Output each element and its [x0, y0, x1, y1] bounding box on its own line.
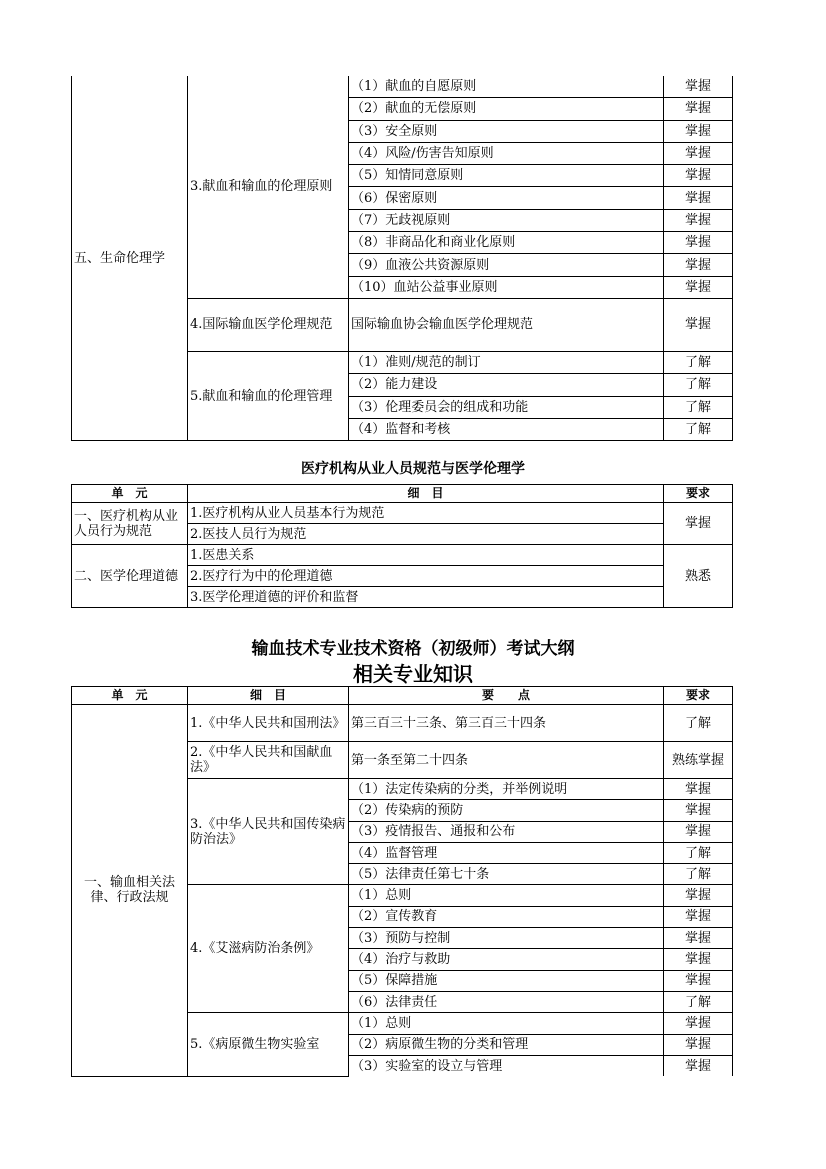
sub-cell: 5.《病原微生物实验室	[188, 1013, 349, 1076]
req-cell: 掌握	[664, 76, 733, 98]
sub-cell: 3.献血和输血的伦理原则	[188, 76, 349, 298]
point-cell: （6）法律责任	[349, 991, 664, 1012]
req-cell: 掌握	[664, 187, 733, 209]
point-cell: （3）预防与控制	[349, 928, 664, 949]
point-cell: （1）总则	[349, 1013, 664, 1034]
header-req: 要求	[664, 485, 733, 503]
table-row	[72, 76, 733, 98]
req-cell: 了解	[664, 351, 733, 373]
unit-cell: 一、医疗机构从业人员行为规范	[72, 503, 188, 545]
point-cell: 第一条至第二十四条	[349, 742, 664, 779]
point-cell: （2）传染病的预防	[349, 800, 664, 821]
header-detail: 细 目	[188, 485, 664, 503]
point-cell: （6）保密原则	[349, 187, 664, 209]
req-cell: 了解	[664, 864, 733, 885]
req-cell: 了解	[664, 991, 733, 1012]
req-cell: 了解	[664, 705, 733, 742]
unit-cell: 五、生命伦理学	[72, 76, 188, 441]
point-cell: （1）总则	[349, 885, 664, 906]
header-row	[72, 687, 733, 705]
req-cell: 掌握	[664, 276, 733, 298]
header-req: 要求	[664, 687, 733, 705]
sub-cell: 2.《中华人民共和国献血法》	[188, 742, 349, 779]
req-cell: 掌握	[664, 165, 733, 187]
table-row	[72, 503, 733, 524]
detail-cell: 1.医疗机构从业人员基本行为规范	[188, 503, 664, 524]
point-cell: （1）法定传染病的分类，并举例说明	[349, 779, 664, 800]
req-cell: 掌握	[664, 885, 733, 906]
section3-title: 输血技术专业技术资格（初级师）考试大纲	[251, 639, 575, 659]
point-cell: （2）献血的无偿原则	[349, 98, 664, 120]
req-cell: 掌握	[664, 1013, 733, 1034]
sub-cell: 3.《中华人民共和国传染病防治法》	[188, 779, 349, 885]
point-cell: （7）无歧视原则	[349, 209, 664, 231]
point-cell: （4）风险/伤害告知原则	[349, 142, 664, 164]
req-cell: 了解	[664, 374, 733, 396]
header-point: 要 点	[349, 687, 664, 705]
detail-cell: 2.医疗行为中的伦理道德	[188, 566, 664, 587]
header-unit: 单 元	[72, 687, 188, 705]
detail-cell: 1.医患关系	[188, 545, 664, 566]
unit-cell: 二、医学伦理道德	[72, 545, 188, 608]
req-cell: 掌握	[664, 928, 733, 949]
req-cell: 掌握	[664, 209, 733, 231]
point-cell: 国际输血协会输血医学伦理规范	[349, 298, 664, 351]
req-cell: 掌握	[664, 120, 733, 142]
section3-subtitle: 相关专业知识	[353, 662, 473, 686]
unit-cell: 一、输血相关法律、行政法规	[72, 705, 188, 1077]
req-cell: 掌握	[664, 1034, 733, 1055]
req-cell: 掌握	[664, 254, 733, 276]
section2-title: 医疗机构从业人员规范与医学伦理学	[301, 461, 525, 477]
table-row	[72, 545, 733, 566]
point-cell: （4）监督管理	[349, 842, 664, 863]
header-unit: 单 元	[72, 485, 188, 503]
point-cell: （5）知情同意原则	[349, 165, 664, 187]
table-row	[72, 705, 733, 742]
header-row	[72, 485, 733, 503]
req-cell: 掌握	[664, 232, 733, 254]
req-cell: 掌握	[664, 821, 733, 842]
req-cell: 掌握	[664, 142, 733, 164]
req-cell: 掌握	[664, 800, 733, 821]
point-cell: （5）保障措施	[349, 970, 664, 991]
req-cell: 了解	[664, 396, 733, 418]
req-cell: 掌握	[664, 949, 733, 970]
point-cell: （9）血液公共资源原则	[349, 254, 664, 276]
point-cell: （3）实验室的设立与管理	[349, 1055, 664, 1076]
point-cell: （3）安全原则	[349, 120, 664, 142]
related-knowledge-table	[71, 686, 733, 1077]
point-cell: （3）伦理委员会的组成和功能	[349, 396, 664, 418]
header-detail: 细 目	[188, 687, 349, 705]
point-cell: （4）监督和考核	[349, 418, 664, 440]
point-cell: （2）能力建设	[349, 374, 664, 396]
point-cell: （1）献血的自愿原则	[349, 76, 664, 98]
point-cell: （5）法律责任第七十条	[349, 864, 664, 885]
point-cell: 第三百三十三条、第三百三十四条	[349, 705, 664, 742]
point-cell: （8）非商品化和商业化原则	[349, 232, 664, 254]
req-cell: 掌握	[664, 503, 733, 545]
point-cell: （1）准则/规范的制订	[349, 351, 664, 373]
sub-cell: 4.《艾滋病防治条例》	[188, 885, 349, 1013]
ethics-principles-table	[71, 76, 733, 441]
sub-cell: 5.献血和输血的伦理管理	[188, 351, 349, 440]
sub-cell: 1.《中华人民共和国刑法》	[188, 705, 349, 742]
req-cell: 掌握	[664, 906, 733, 927]
point-cell: （3）疫情报告、通报和公布	[349, 821, 664, 842]
req-cell: 掌握	[664, 970, 733, 991]
req-cell: 掌握	[664, 1055, 733, 1076]
req-cell: 掌握	[664, 779, 733, 800]
point-cell: （2）病原微生物的分类和管理	[349, 1034, 664, 1055]
req-cell: 熟悉	[664, 545, 733, 608]
point-cell: （10）血站公益事业原则	[349, 276, 664, 298]
point-cell: （4）治疗与救助	[349, 949, 664, 970]
medical-ethics-table	[71, 484, 733, 608]
point-cell: （2）宣传教育	[349, 906, 664, 927]
detail-cell: 3.医学伦理道德的评价和监督	[188, 587, 664, 608]
req-cell: 了解	[664, 842, 733, 863]
detail-cell: 2.医技人员行为规范	[188, 524, 664, 545]
sub-cell: 4.国际输血医学伦理规范	[188, 298, 349, 351]
req-cell: 掌握	[664, 98, 733, 120]
req-cell: 熟练掌握	[664, 742, 733, 779]
req-cell: 了解	[664, 418, 733, 440]
req-cell: 掌握	[664, 298, 733, 351]
